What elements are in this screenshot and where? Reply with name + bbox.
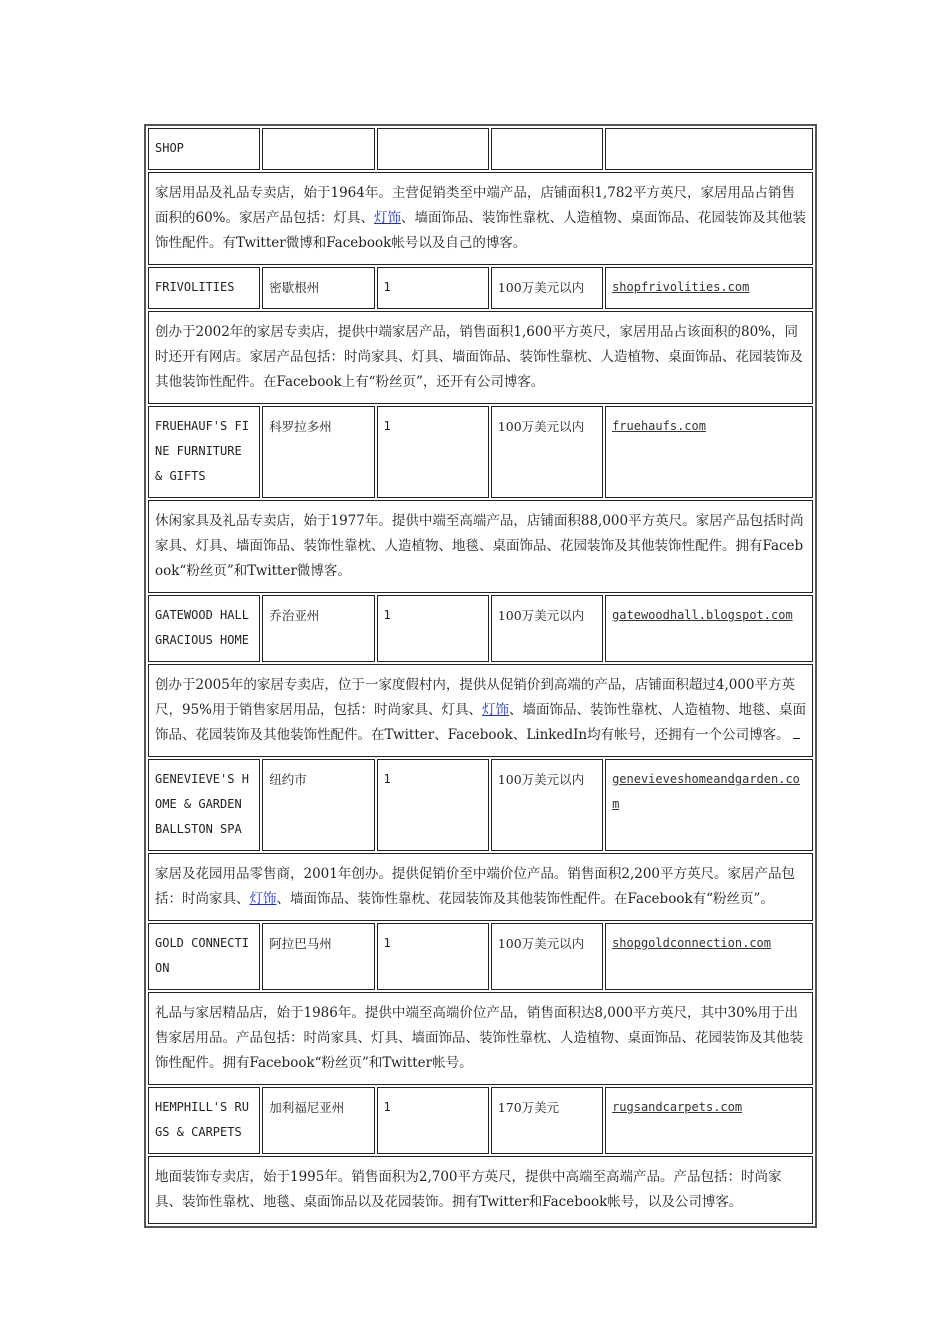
store-description xyxy=(148,992,813,1085)
store-description-row xyxy=(148,311,813,404)
store-count-cell xyxy=(377,406,489,498)
store-description-row xyxy=(148,853,813,921)
store-state-cell xyxy=(262,923,374,990)
store-website-cell xyxy=(605,759,813,851)
store-name: FRIVOLITIES xyxy=(155,280,235,294)
store-description xyxy=(148,853,813,921)
store-sales-cell xyxy=(491,267,603,309)
retailer-table xyxy=(144,124,817,1228)
store-state: 纽约市 xyxy=(269,772,307,787)
store-description xyxy=(148,172,813,265)
store-sales: 170万美元 xyxy=(497,1100,560,1115)
store-sales-cell xyxy=(491,128,603,170)
store-sales-cell xyxy=(491,759,603,851)
store-name: FRUEHAUF'S FINE FURNITURE & GIFTS xyxy=(155,419,249,483)
store-description-row xyxy=(148,992,813,1085)
store-state: 阿拉巴马州 xyxy=(269,936,332,951)
store-sales-cell xyxy=(491,595,603,662)
store-state-cell xyxy=(262,759,374,851)
store-state-cell xyxy=(262,1087,374,1154)
store-info-row xyxy=(148,406,813,498)
store-info-row xyxy=(148,923,813,990)
store-state-cell xyxy=(262,128,374,170)
store-count-cell xyxy=(377,267,489,309)
store-count: 1 xyxy=(383,608,391,622)
store-count: 1 xyxy=(383,936,391,950)
store-website-link[interactable]: fruehaufs.com xyxy=(612,419,706,433)
store-name: HEMPHILL'S RUGS & CARPETS xyxy=(155,1100,249,1139)
lighting-link[interactable]: 灯饰 xyxy=(249,891,277,907)
store-count-cell xyxy=(377,595,489,662)
store-info-row xyxy=(148,759,813,851)
store-state-cell xyxy=(262,406,374,498)
store-website-cell xyxy=(605,595,813,662)
store-name: GENEVIEVE'S HOME & GARDEN BALLSTON SPA xyxy=(155,772,249,836)
lighting-link[interactable]: 灯饰 xyxy=(482,702,510,718)
table-body xyxy=(148,128,813,1224)
store-info-row xyxy=(148,1087,813,1154)
store-state: 加利福尼亚州 xyxy=(269,1100,345,1115)
description-text: 礼品与家居精品店，始于1986年。提供中端至高端价位产品，销售面积达8,000平方英尺，其中30%用于出售家居用品。产品包括：时尚家具、灯具、墙面饰品、装饰性靠枕、人造植物、桌面饰品、花园装饰及其他装饰性配件。拥有Facebook“粉丝页”和Twitter帐号。 xyxy=(155,1005,803,1071)
store-count: 1 xyxy=(383,419,391,433)
store-description xyxy=(148,311,813,404)
store-state: 乔治亚州 xyxy=(269,608,320,623)
store-count-cell xyxy=(377,923,489,990)
store-state: 科罗拉多州 xyxy=(269,419,332,434)
store-name-cell xyxy=(148,595,260,662)
description-text: 地面装饰专卖店，始于1995年。销售面积为2,700平方英尺，提供中高端至高端产品。产品包括：时尚家具、装饰性靠枕、地毯、桌面饰品以及花园装饰。拥有Twitter和Facebook帐号，以及公司博客。 xyxy=(155,1169,782,1210)
store-info-row xyxy=(148,267,813,309)
store-count-cell xyxy=(377,1087,489,1154)
store-description-row xyxy=(148,172,813,265)
store-state: 密歇根州 xyxy=(269,280,320,295)
store-website-link[interactable]: shopgoldconnection.com xyxy=(612,936,772,950)
store-name-cell xyxy=(148,759,260,851)
store-count: 1 xyxy=(383,1100,391,1114)
store-name-cell xyxy=(148,923,260,990)
store-name: GATEWOOD HALL GRACIOUS HOME xyxy=(155,608,249,647)
store-description xyxy=(148,500,813,593)
store-website-cell xyxy=(605,1087,813,1154)
store-sales: 100万美元以内 xyxy=(497,608,585,623)
description-text: 创办于2002年的家居专卖店，提供中端家居产品，销售面积1,600平方英尺，家居用品占该面积的80%，同时还开有网店。家居产品包括：时尚家具、灯具、墙面饰品、装饰性靠枕、人造植物、桌面饰品、花园装饰及其他装饰性配件。在Facebook上有“粉丝页”，还开有公司博客。 xyxy=(155,324,803,390)
store-website-cell xyxy=(605,128,813,170)
store-count-cell xyxy=(377,759,489,851)
store-description-row xyxy=(148,500,813,593)
store-sales: 100万美元以内 xyxy=(497,280,585,295)
store-description xyxy=(148,664,813,757)
store-count: 1 xyxy=(383,772,391,786)
store-info-row xyxy=(148,595,813,662)
store-website-link[interactable]: gatewoodhall.blogspot.com xyxy=(612,608,793,622)
store-website-cell xyxy=(605,267,813,309)
description-text-continued: 、墙面饰品、装饰性靠枕、花园装饰及其他装饰性配件。在Facebook有“粉丝页”。 xyxy=(276,891,774,907)
description-text-continued: 、墙面饰品、装饰性靠枕、人造植物、地毯、桌面饰品、花园装饰及其他装饰性配件。在Twitter、Facebook、LinkedIn均有帐号，还拥有一个公司博客。 xyxy=(155,702,807,743)
lighting-link[interactable]: 灯饰 xyxy=(374,210,402,226)
store-sales-cell xyxy=(491,406,603,498)
store-name: GOLD CONNECTION xyxy=(155,936,249,975)
store-name-cell xyxy=(148,267,260,309)
store-website-cell xyxy=(605,406,813,498)
store-sales-cell xyxy=(491,1087,603,1154)
store-sales: 100万美元以内 xyxy=(497,419,585,434)
description-text: 休闲家具及礼品专卖店，始于1977年。提供中端至高端产品，店铺面积88,000平方英尺。家居产品包括时尚家具、灯具、墙面饰品、装饰性靠枕、人造植物、地毯、桌面饰品、花园装饰及其他装饰性配件。拥有Facebook“粉丝页”和Twitter微博客。 xyxy=(155,513,804,579)
store-name-cell xyxy=(148,406,260,498)
store-sales-cell xyxy=(491,923,603,990)
store-website-link[interactable]: rugsandcarpets.com xyxy=(612,1100,743,1114)
store-sales: 100万美元以内 xyxy=(497,936,585,951)
description-text-continued: 、墙面饰品、装饰性靠枕、人造植物、桌面饰品、花园装饰及其他装饰性配件。有Twitter微博和Facebook帐号以及自己的博客。 xyxy=(155,210,807,251)
store-state-cell xyxy=(262,267,374,309)
store-name: SHOP xyxy=(155,141,184,155)
store-name-cell xyxy=(148,128,260,170)
description-text: 创办于2005年的家居专卖店，位于一家度假村内，提供从促销价到高端的产品，店铺面积超过4,000平方英尺，95%用于销售家居用品，包括：时尚家具、灯具、 xyxy=(155,677,796,718)
store-info-row xyxy=(148,128,813,170)
store-state-cell xyxy=(262,595,374,662)
store-website-link[interactable]: genevieveshomeandgarden.com xyxy=(612,772,800,811)
store-sales: 100万美元以内 xyxy=(497,772,585,787)
store-count-cell xyxy=(377,128,489,170)
description-text: 家居用品及礼品专卖店，始于1964年。主营促销类至中端产品，店铺面积1,782平方英尺，家居用品占销售面积的60%。家居产品包括：灯具、 xyxy=(155,185,796,226)
text-cursor-mark xyxy=(793,728,800,739)
store-description xyxy=(148,1156,813,1224)
store-website-link[interactable]: shopfrivolities.com xyxy=(612,280,750,294)
description-text: 家居及花园用品零售商，2001年创办。提供促销价至中端价位产品。销售面积2,200平方英尺。家居产品包括：时尚家具、 xyxy=(155,866,796,907)
store-website-cell xyxy=(605,923,813,990)
store-name-cell xyxy=(148,1087,260,1154)
store-count: 1 xyxy=(383,280,391,294)
store-description-row xyxy=(148,1156,813,1224)
store-description-row xyxy=(148,664,813,757)
